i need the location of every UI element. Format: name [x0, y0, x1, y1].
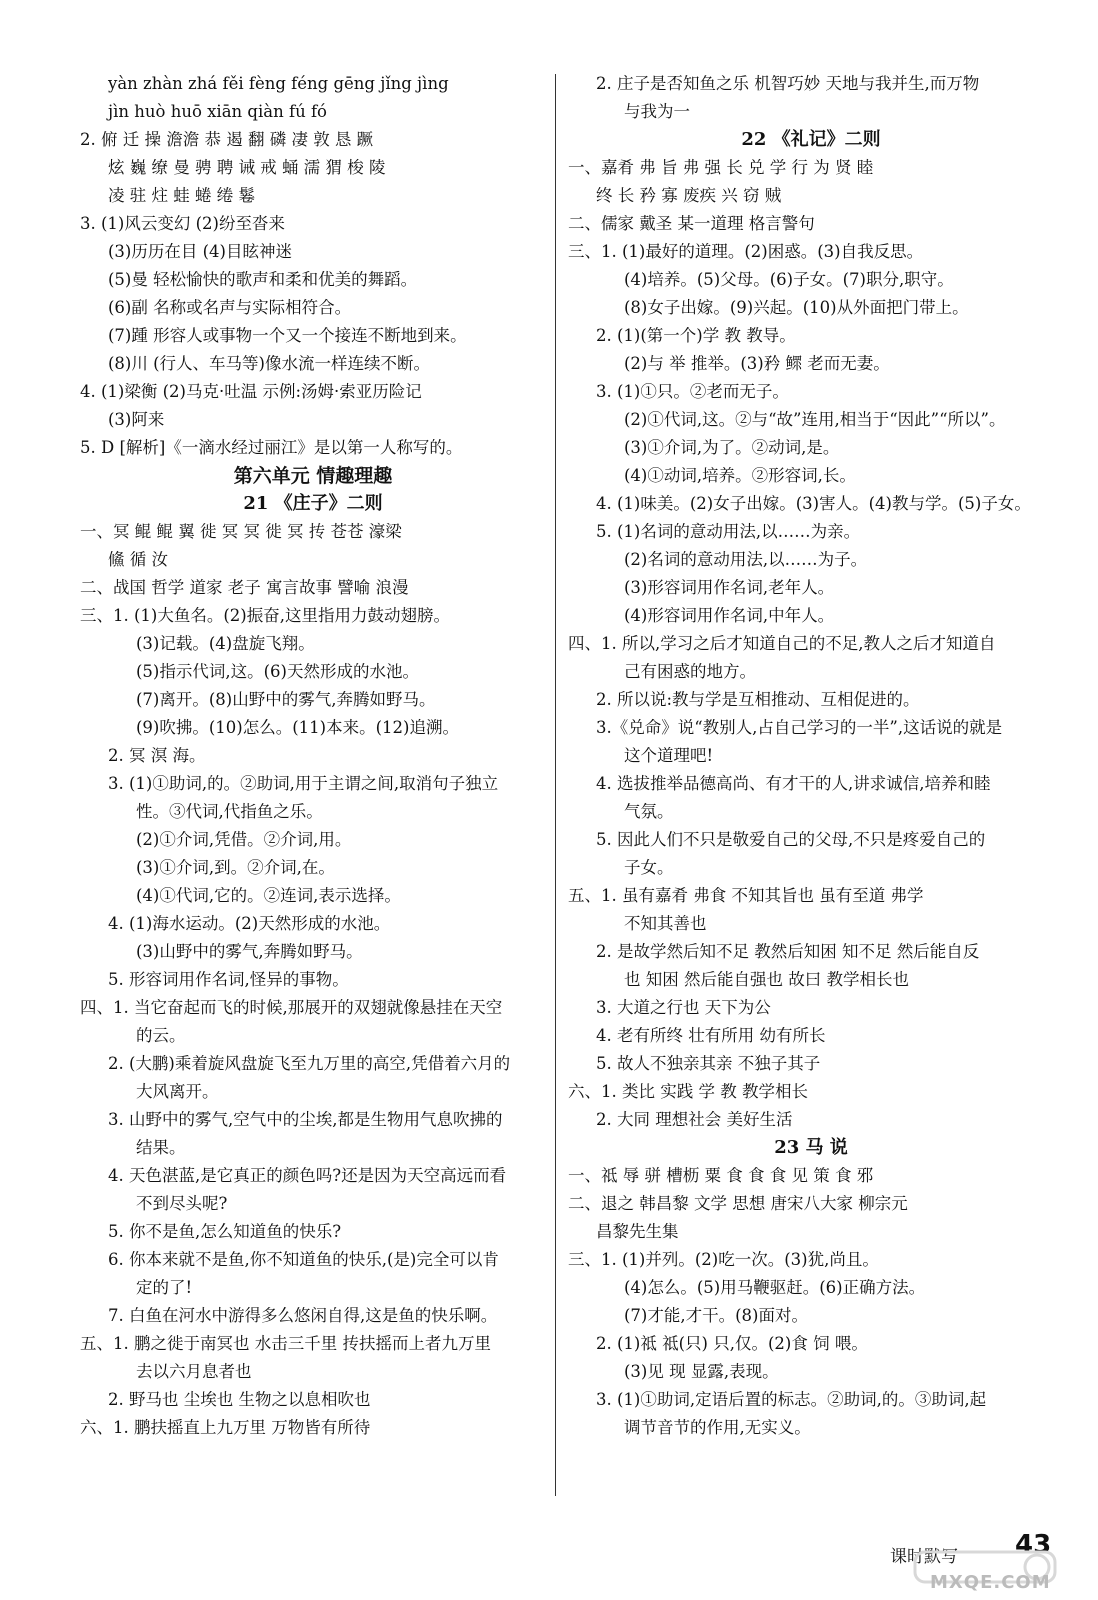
answer-line: 5. 形容词用作名词,怪异的事物。 [108, 970, 349, 989]
section-heading: 21 《庄子》二则 [243, 493, 383, 514]
answer-line: 大风离开。 [136, 1082, 219, 1101]
answer-line: (7)踵 形容人或事物一个又一个接连不断地到来。 [108, 326, 467, 345]
answer-line: 六、1. 类比 实践 学 教 教学相长 [568, 1082, 808, 1101]
footer-label: 课时默写 [890, 1547, 958, 1567]
answer-line: 五、1. 虽有嘉肴 弗食 不知其旨也 虽有至道 弗学 [568, 886, 924, 905]
left-column [80, 70, 546, 1442]
answer-line: 子女。 [624, 858, 674, 877]
answer-line: (7)才能,才干。(8)面对。 [624, 1306, 808, 1325]
answer-line: 一、嘉肴 弗 旨 弗 强 长 兑 学 行 为 贤 睦 [568, 158, 874, 177]
answer-line: 五、1. 鹏之徙于南冥也 水击三千里 抟扶摇而上者九万里 [80, 1334, 491, 1353]
answer-line: (3)见 现 显露,表现。 [624, 1362, 779, 1381]
answer-line: (8)川 (行人、车马等)像水流一样连续不断。 [108, 354, 430, 373]
answer-line: (2)名词的意动用法,以……为子。 [624, 550, 868, 569]
answer-line: (4)怎么。(5)用马鞭驱赶。(6)正确方法。 [624, 1278, 926, 1297]
answer-line: (8)女子出嫁。(9)兴起。(10)从外面把门带上。 [624, 298, 969, 317]
answer-line: (4)①代词,它的。②连词,表示选择。 [136, 886, 401, 905]
answer-line: 3. (1)①助词,的。②助词,用于主谓之间,取消句子独立 [108, 774, 499, 793]
answer-line: 一、祗 辱 骈 槽枥 粟 食 食 食 见 策 食 邪 [568, 1166, 874, 1185]
answer-line: 3. 山野中的雾气,空气中的尘埃,都是生物用气息吹拂的 [108, 1110, 503, 1129]
right-column [568, 70, 1054, 1442]
section-heading: 22 《礼记》二则 [741, 129, 881, 150]
answer-line: jìn huò huō xiān qiàn fú fó [108, 102, 327, 121]
section-heading: 23 马 说 [774, 1137, 848, 1158]
answer-line: 这个道理吧! [624, 746, 714, 765]
answer-line: (3)山野中的雾气,奔腾如野马。 [136, 942, 363, 961]
answer-line: 2. 冥 溟 海。 [108, 746, 206, 765]
answer-line: 凌 驻 炷 蛙 蜷 绻 鬈 [108, 186, 255, 205]
answer-line: 3. (1)①只。②老而无子。 [596, 382, 789, 401]
answer-line: (2)①介词,凭借。②介词,用。 [136, 830, 352, 849]
answer-line: 也 知困 然后能自强也 故曰 教学相长也 [624, 970, 909, 989]
answer-line: 二、退之 韩昌黎 文学 思想 唐宋八大家 柳宗元 [568, 1194, 908, 1213]
answer-line: 己有困惑的地方。 [624, 662, 756, 681]
answer-line: 二、战国 哲学 道家 老子 寓言故事 譬喻 浪漫 [80, 578, 409, 597]
answer-line: 三、1. (1)最好的道理。(2)困惑。(3)自我反思。 [568, 242, 924, 261]
answer-line: 2. (1)(第一个)学 教 教导。 [596, 326, 796, 345]
answer-line: (2)与 举 推举。(3)矜 鳏 老而无妻。 [624, 354, 890, 373]
answer-line: (6)副 名称或名声与实际相符合。 [108, 298, 352, 317]
answer-line: 调节音节的作用,无实义。 [624, 1418, 811, 1437]
answer-line: 4. 选拔推举品德高尚、有才干的人,讲求诚信,培养和睦 [596, 774, 991, 793]
answer-line: 4. 老有所终 壮有所用 幼有所长 [596, 1026, 826, 1045]
answer-line: (3)形容词用作名词,老年人。 [624, 578, 835, 597]
page-number: 43 [1015, 1530, 1052, 1560]
answer-line: (2)①代词,这。②与“故”连用,相当于“因此”“所以”。 [624, 410, 1006, 429]
column-divider [555, 74, 556, 1496]
answer-line: 4. 天色湛蓝,是它真正的颜色吗?还是因为天空高远而看 [108, 1166, 507, 1185]
section-heading: 第六单元 情趣理趣 [233, 465, 393, 487]
answer-line: yàn zhàn zhá fěi fèng féng gēng jǐng jìng [108, 74, 449, 93]
answer-line: 六、1. 鹏扶摇直上九万里 万物皆有所待 [80, 1418, 371, 1437]
answer-line: 2. (大鹏)乘着旋风盘旋飞至九万里的高空,凭借着六月的 [108, 1054, 511, 1073]
answer-line: (3)历历在目 (4)目眩神迷 [108, 242, 292, 261]
answer-line: 鯈 循 汝 [108, 550, 168, 569]
answer-line: 不到尽头呢? [136, 1194, 228, 1213]
answer-line: 3. (1)①助词,定语后置的标志。②助词,的。③助词,起 [596, 1390, 987, 1409]
answer-line: (3)①介词,为了。②动词,是。 [624, 438, 840, 457]
answer-line: 终 长 矜 寡 废疾 兴 窃 贼 [596, 186, 782, 205]
answer-line: 3.《兑命》说“教别人,占自己学习的一半”,这话说的就是 [596, 718, 1003, 737]
answer-line: 2. 所以说:教与学是互相推动、互相促进的。 [596, 690, 920, 709]
answer-line: 与我为一 [624, 102, 690, 121]
answer-line: 三、1. (1)大鱼名。(2)振奋,这里指用力鼓动翅膀。 [80, 606, 450, 625]
answer-line: 一、冥 鲲 鲲 翼 徙 冥 冥 徙 冥 抟 苍苍 濠梁 [80, 522, 402, 541]
answer-line: 5. 因此人们不只是敬爱自己的父母,不只是疼爱自己的 [596, 830, 986, 849]
answer-line: 2. 野马也 尘埃也 生物之以息相吹也 [108, 1390, 371, 1409]
answer-line: (5)指示代词,这。(6)天然形成的水池。 [136, 662, 419, 681]
answer-line: (3)阿来 [108, 410, 165, 429]
answer-line: (9)吹拂。(10)怎么。(11)本来。(12)追溯。 [136, 718, 459, 737]
answer-line: 结果。 [136, 1138, 186, 1157]
answer-line: 6. 你本来就不是鱼,你不知道鱼的快乐,(是)完全可以肯 [108, 1250, 499, 1269]
answer-line: 去以六月息者也 [136, 1362, 252, 1381]
answer-line: 2. 庄子是否知鱼之乐 机智巧妙 天地与我并生,而万物 [596, 74, 980, 93]
answer-line: 四、1. 所以,学习之后才知道自己的不足,教人之后才知道自 [568, 634, 996, 653]
answer-line: (3)①介词,到。②介词,在。 [136, 858, 335, 877]
answer-line: 7. 白鱼在河水中游得多么悠闲自得,这是鱼的快乐啊。 [108, 1306, 498, 1325]
answer-line: (3)记载。(4)盘旋飞翔。 [136, 634, 315, 653]
answer-line: 的云。 [136, 1026, 186, 1045]
watermark-text: MXQE.COM [930, 1572, 1051, 1593]
answer-line: 2. 大同 理想社会 美好生活 [596, 1110, 793, 1129]
answer-line: (4)形容词用作名词,中年人。 [624, 606, 835, 625]
answer-line: (4)培养。(5)父母。(6)子女。(7)职分,职守。 [624, 270, 954, 289]
answer-line: 2. (1)祗 祗(只) 只,仅。(2)食 饲 喂。 [596, 1334, 868, 1353]
answer-line: (7)离开。(8)山野中的雾气,奔腾如野马。 [136, 690, 436, 709]
answer-line: 不知其善也 [624, 914, 707, 933]
answer-line: 2. 俯 迁 操 澹澹 恭 遏 翻 磷 凄 敦 恳 蹶 [80, 130, 374, 149]
answer-line: 气氛。 [624, 802, 674, 821]
answer-line: 3. (1)风云变幻 (2)纷至沓来 [80, 214, 285, 233]
answer-line: 昌黎先生集 [596, 1222, 679, 1241]
answer-line: 定的了! [136, 1278, 193, 1297]
answer-line: 4. (1)海水运动。(2)天然形成的水池。 [108, 914, 391, 933]
answer-line: 二、儒家 戴圣 某一道理 格言警句 [568, 214, 815, 233]
answer-line: 性。③代词,代指鱼之乐。 [136, 802, 323, 821]
answer-line: 4. (1)梁衡 (2)马克·吐温 示例:汤姆·索亚历险记 [80, 382, 422, 401]
answer-line: 2. 是故学然后知不足 教然后知困 知不足 然后能自反 [596, 942, 980, 961]
answer-line: 4. (1)味美。(2)女子出嫁。(3)害人。(4)教与学。(5)子女。 [596, 494, 1031, 513]
answer-line: 炫 巍 缭 曼 骋 聘 诫 戒 蛹 濡 猬 梭 陵 [108, 158, 386, 177]
answer-line: 5. D [解析]《一滴水经过丽江》是以第一人称写的。 [80, 438, 463, 457]
answer-line: 5. 你不是鱼,怎么知道鱼的快乐? [108, 1222, 342, 1241]
answer-line: 三、1. (1)并列。(2)吃一次。(3)犹,尚且。 [568, 1250, 879, 1269]
answer-line: (5)曼 轻松愉快的歌声和柔和优美的舞蹈。 [108, 270, 418, 289]
answer-line: 3. 大道之行也 天下为公 [596, 998, 771, 1017]
answer-line: 5. 故人不独亲其亲 不独子其子 [596, 1054, 821, 1073]
answer-line: (4)①动词,培养。②形容词,长。 [624, 466, 856, 485]
answer-line: 5. (1)名词的意动用法,以……为亲。 [596, 522, 861, 541]
answer-line: 四、1. 当它奋起而飞的时候,那展开的双翅就像悬挂在天空 [80, 998, 503, 1017]
